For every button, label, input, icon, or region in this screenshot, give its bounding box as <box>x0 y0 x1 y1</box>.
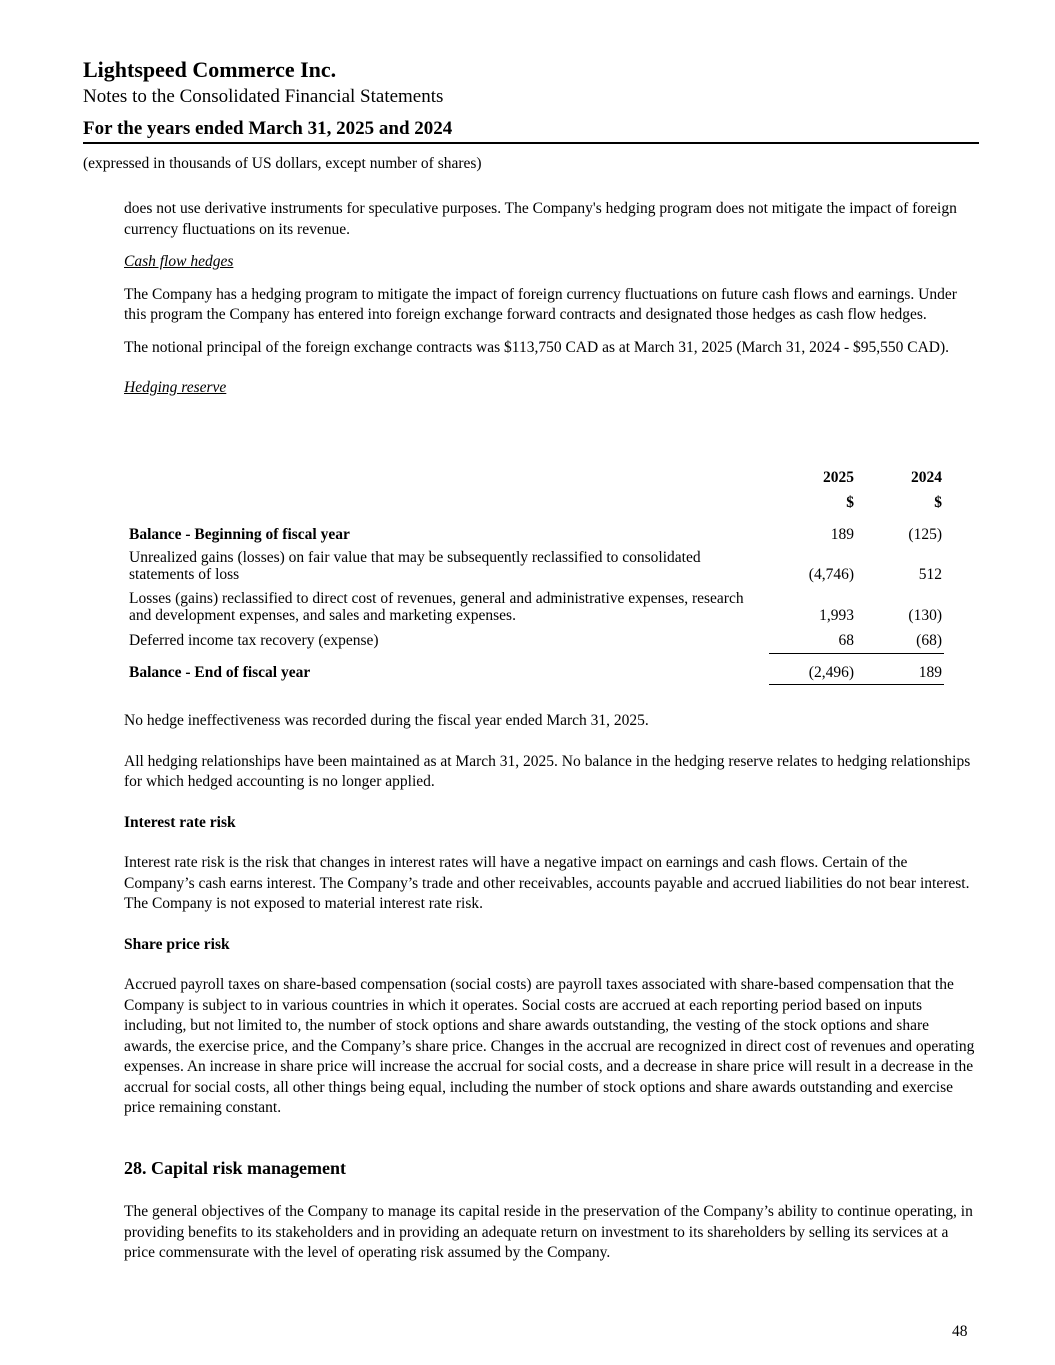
row-value-2025: 189 <box>830 526 854 543</box>
cash-flow-paragraph-1: The Company has a hedging program to mitigate the impact of foreign currency fluctuations on future cash flows and earnings. Under this program the Company has entered into foreign exchange forward contracts and designated those hedges as cash flow hedges. <box>124 285 957 323</box>
cash-flow-paragraph-2: The notional principal of the foreign exchange contracts was $113,750 CAD as at March 31, 2025 (March 31, 2024 - $95,550 CAD). <box>124 338 950 356</box>
header-rule <box>83 142 979 144</box>
document-subtitle: Notes to the Consolidated Financial Statements <box>83 86 444 107</box>
capital-risk-management-heading: 28. Capital risk management <box>124 1158 346 1178</box>
cash-flow-hedges-heading: Cash flow hedges <box>124 253 234 270</box>
row-label: Balance - Beginning of fiscal year <box>129 526 350 543</box>
row-label: Unrealized gains (losses) on fair value that may be subsequently reclassified to consolidated statements of loss <box>129 549 701 583</box>
share-price-risk-paragraph: Accrued payroll taxes on share-based compensation (social costs) are payroll taxes associated with share-based compensation that the Company is subject to in various countries in which it operates. Social costs are accrued at each reporting period based on inputs including, but not limited to, the number of stock options and share awards outstanding, the vesting of the stock options and share awards, the exercise price, and the Company’s share price. Changes in the accrual are recognized in direct cost of revenues and operating expenses. An increase in share price will increase the accrual for social costs, and a decrease in share price will result in a decrease in the accrual for social costs, all other things being equal, including the number of stock options and share awards outstanding and exercise price remaining constant. <box>124 976 975 1116</box>
currency-2025: $ <box>846 494 854 511</box>
lower-body <box>124 711 980 1119</box>
subtotal-rule <box>769 653 944 654</box>
row-value-2025: (4,746) <box>808 566 854 583</box>
row-value-2024: 189 <box>918 664 942 681</box>
row-value-2024: (130) <box>908 607 942 624</box>
column-header-2024: 2024 <box>911 469 942 486</box>
capital-body <box>124 1202 980 1264</box>
row-label: Balance - End of fiscal year <box>129 664 311 681</box>
page-number: 48 <box>952 1323 968 1340</box>
capital-risk-paragraph: The general objectives of the Company to manage its capital reside in the preservation of the Company’s ability to continue operating, in providing benefits to its stakeholders and in providing an adequate return on investment to its shareholders by selling its services at a price commensurate with the level of operating risk assumed by the Company. <box>124 1203 973 1261</box>
row-value-2024: (68) <box>916 632 942 649</box>
currency-2024: $ <box>934 494 942 511</box>
total-rule <box>769 684 944 685</box>
no-ineffectiveness-paragraph: No hedge ineffectiveness was recorded during the fiscal year ended March 31, 2025. <box>124 712 649 729</box>
row-label: Deferred income tax recovery (expense) <box>129 632 379 649</box>
row-value-2025: (2,496) <box>808 664 854 681</box>
hedging-reserve-heading: Hedging reserve <box>124 379 227 396</box>
relationships-paragraph: All hedging relationships have been maintained as at March 31, 2025. No balance in the hedging reserve relates to hedging relationships for which hedged accounting is no longer applied. <box>124 752 971 790</box>
column-header-2025: 2025 <box>823 469 854 486</box>
row-value-2024: 512 <box>918 566 942 583</box>
page-header <box>83 56 979 174</box>
reporting-period: For the years ended March 31, 2025 and 2024 <box>83 118 453 139</box>
row-label: Losses (gains) reclassified to direct cost of revenues, general and administrative expenses, research and development expenses, and sales and marketing expenses. <box>129 590 744 624</box>
upper-body <box>124 199 980 399</box>
row-value-2025: 68 <box>838 632 854 649</box>
interest-rate-risk-heading: Interest rate risk <box>124 813 236 831</box>
share-price-risk-heading: Share price risk <box>124 935 230 953</box>
currency-note: (expressed in thousands of US dollars, except number of shares) <box>83 155 482 172</box>
row-value-2024: (125) <box>908 526 942 543</box>
intro-paragraph: does not use derivative instruments for speculative purposes. The Company's hedging program does not mitigate the impact of foreign currency fluctuations on its revenue. <box>124 200 957 238</box>
company-name: Lightspeed Commerce Inc. <box>83 57 337 82</box>
row-value-2025: 1,993 <box>819 607 854 624</box>
interest-rate-risk-paragraph: Interest rate risk is the risk that changes in interest rates will have a negative impact on earnings and cash flows. Certain of the Company’s cash earns interest. The Company’s trade and other receivables, accounts payable and accrued liabilities do not bear interest. The Company is not exposed to material interest rate risk. <box>124 854 970 912</box>
